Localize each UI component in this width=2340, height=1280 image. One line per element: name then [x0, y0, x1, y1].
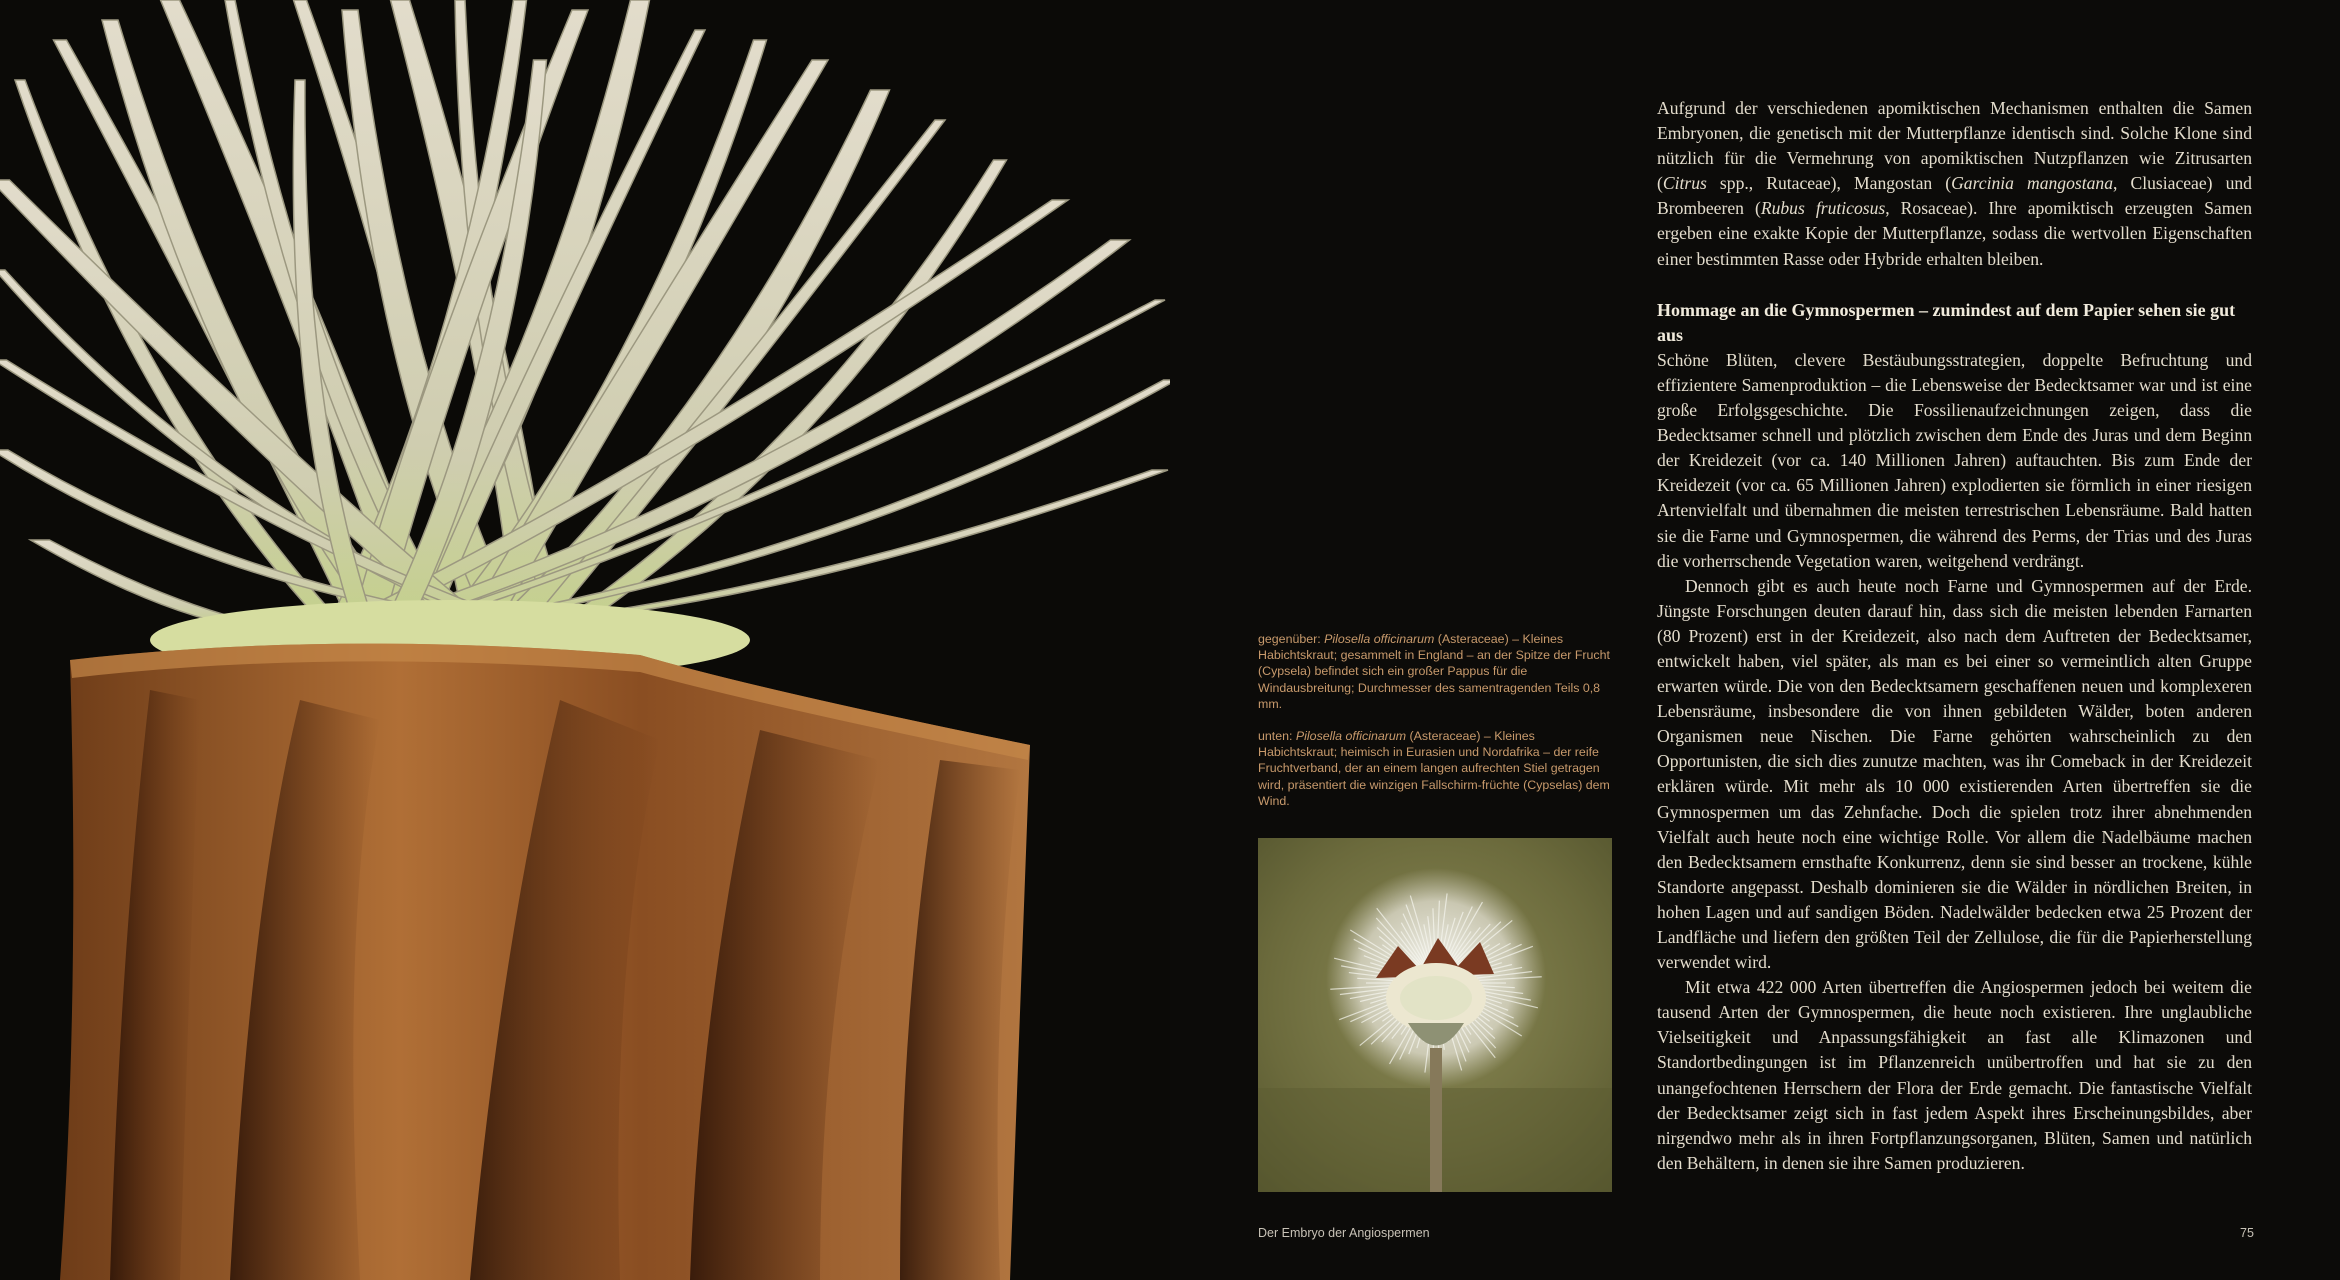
paragraph-apomixis: [1657, 96, 2252, 272]
caption-species: Pilosella officinarum: [1295, 729, 1407, 743]
section-heading: Hommage an die Gymnospermen – zumindest auf dem Papier sehen sie gut aus: [1657, 299, 2236, 345]
species-name: Citrus: [1662, 173, 1707, 194]
text-run: spp., Rutaceae), Mangostan (: [1706, 173, 1952, 194]
paragraph-ferns-gymnosperms: Dennoch gibt es auch heute noch Farne und Gymnospermen auf der Erde. Jüngste Forschungen deuten darauf hin, dass sich die meisten lebenden Farnarten (80 Prozent) erst in der Kreidezeit, also nach dem Auftreten der Bedecktsamer, entwickelt haben, viel später, als man es bei einer so vermeintlich alten Gruppe erwarten würde. Die von den Bedecktsamern geschaffenen neuen und komplexeren Lebensräume, insbesondere die von ihnen gebildeten Wälder, boten anderen Organismen neue Nischen. Die Farne gehörten wahrscheinlich zu den Opportunisten, die sich dies zunutze machten, was ihr Comeback in der Kreidezeit erklären würde. Mit mehr als 10 000 existierenden Arten übertreffen sie die Gymnospermen um das Zehnfache. Doch die spielen trotz ihrer abnehmenden Vielfalt auch heute noch eine wichtige Rolle. Vor allem die Nadelbäume machen den Bedecktsamern ernsthafte Konkurrenz, denn sie sind besser an trockene, kühle Standorte angepasst. Deshalb dominieren sie die Wälder in nördlichen Breiten, in hohen Lagen und auf sandigen Böden. Nadelwälder bedecken etwa 25 Prozent der Landfläche und liefern den größten Teil der Zellulose, die für die Papierherstellung verwendet wird.: [1657, 575, 2252, 973]
text-run: Aufgrund der verschiedenen apomiktischen Mechanismen enthalten die Samen Embryonen, die genetisch mit der Mutterpflanze identisch sind. Solche Klone sind nützlich für die Vermehrung von apomiktischen Nutzpflanzen wie Zitrusarten (: [1657, 98, 2252, 194]
caption-species: Pilosella officinarum: [1324, 632, 1435, 646]
text-run: , Rosaceae). Ihre apomiktisch erzeugten Samen ergeben eine exakte Kopie der Mutterpflanze, sodass die wertvollen Eigenschaften einer bestimmten Rasse oder Hybride erhalten bleiben.: [1657, 198, 2252, 269]
paragraph-angiosperm-diversity: Mit etwa 422 000 Arten übertreffen die Angiospermen jedoch bei weitem die tausend Arten der Gymnospermen, die heute noch existieren. Ihre unglaubliche Vielseitigkeit und Anpassungsfähigkeit an fast alle Klimazonen und Standortbedingungen ist im Pflanzenreich unübertroffen und hat sie zu den unangefochtenen Herrschern der Flora der Erde gemacht. Die fantastische Vielfalt der Bedecktsamer zeigt sich in fast jedem Aspekt ihres Erscheinungsbildes, aber nirgendwo mehr als in ihren Fortpflanzungsorganen, Blüten, Samen und natürlich den Behältern, in denen sie ihre Samen produzieren.: [1657, 977, 2252, 1173]
body-text-column: [1657, 96, 2252, 1176]
caption-below: [1258, 728, 1613, 809]
paragraph-angiosperm-success: Schöne Blüten, clevere Bestäubungsstrategien, doppelte Befruchtung und effizientere Samenproduktion – die Lebensweise der Bedecktsamer war und ist eine große Erfolgsgeschichte. Die Fossilienaufzeichnungen zeigen, dass die Bedecktsamer schnell und plötzlich zwischen dem Ende des Juras und dem Beginn der Kreidezeit (vor ca. 140 Millionen Jahren) auftauchten. Bis zum Ende der Kreidezeit (vor ca. 65 Millionen Jahren) explodierten sie förmlich in einer riesigen Artenvielfalt und übernahmen die meisten terrestrischen Lebensräume. Bald hatten sie die Farne und Gymnospermen, die während des Perms, der Trias und des Juras die vorherrschende Vegetation waren, weitgehend verdrängt.: [1657, 349, 2252, 571]
text-run: , Clusiaceae) und Brombeeren (: [1657, 173, 2252, 219]
caption-prefix: gegenüber:: [1258, 632, 1325, 646]
pilosella-seedhead-photo: [1258, 838, 1612, 1192]
caption-text: (Asteraceae) – Kleines Habichtskraut; heimisch in Eurasien und Nordafrika – der reife Fruchtverband, der an einem langen aufrechten Stiel getragen wird, präsentiert die winzigen Fallschirm-früchte (Cypselas) dem Wind.: [1258, 729, 1610, 808]
running-footer: Der Embryo der Angiospermen: [1258, 1226, 1430, 1240]
species-name: Rubus fruticosus: [1760, 198, 1886, 219]
caption-text: (Asteraceae) – Kleines Habichtskraut; gesammelt in England – an der Spitze der Frucht (Cypsela) befindet sich ein großer Pappus für die Windausbreitung; Durchmesser des samentragenden Teils 0,8 mm.: [1258, 632, 1610, 711]
caption-opposite: [1258, 631, 1613, 712]
page-number: 75: [2240, 1226, 2254, 1240]
species-name: Garcinia mangostana: [1951, 173, 2114, 194]
caption-prefix: unten:: [1258, 729, 1296, 743]
